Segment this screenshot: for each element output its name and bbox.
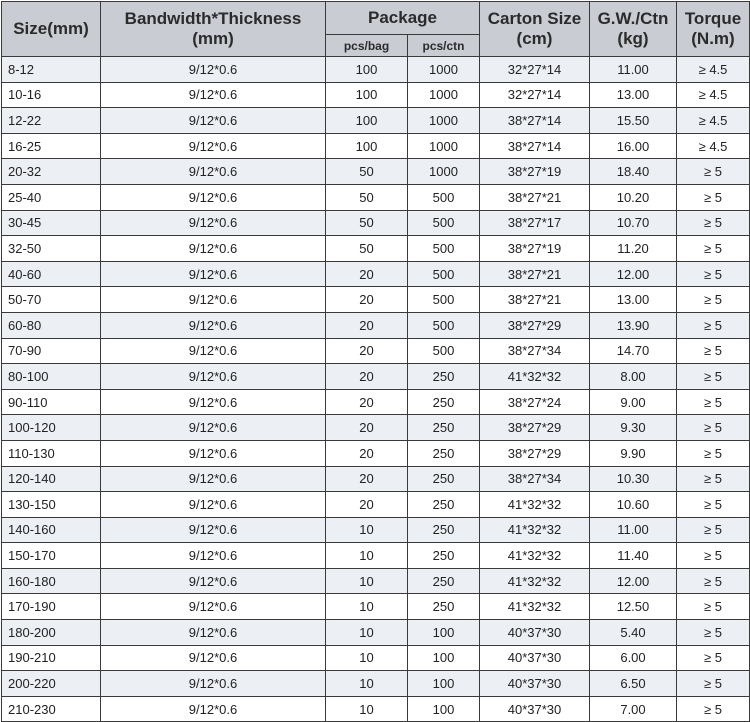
cell-bandwidth: 9/12*0.6 bbox=[101, 364, 326, 390]
cell-carton-size: 32*27*14 bbox=[480, 82, 590, 108]
cell-pcs-ctn: 100 bbox=[408, 620, 480, 646]
cell-size: 110-130 bbox=[2, 440, 101, 466]
cell-torque: ≥ 5 bbox=[677, 415, 750, 441]
cell-pcs-ctn: 250 bbox=[408, 543, 480, 569]
cell-gross-weight: 16.00 bbox=[590, 133, 677, 159]
cell-carton-size: 38*27*14 bbox=[480, 108, 590, 134]
cell-size: 100-120 bbox=[2, 415, 101, 441]
cell-pcs-ctn: 500 bbox=[408, 261, 480, 287]
cell-torque: ≥ 5 bbox=[677, 159, 750, 185]
header-pcs-bag: pcs/bag bbox=[326, 35, 408, 57]
header-pcs-ctn: pcs/ctn bbox=[408, 35, 480, 57]
table-row bbox=[2, 159, 750, 185]
cell-gross-weight: 11.40 bbox=[590, 543, 677, 569]
cell-torque: ≥ 5 bbox=[677, 568, 750, 594]
cell-bandwidth: 9/12*0.6 bbox=[101, 517, 326, 543]
cell-pcs-bag: 20 bbox=[326, 492, 408, 518]
cell-carton-size: 38*27*21 bbox=[480, 261, 590, 287]
cell-bandwidth: 9/12*0.6 bbox=[101, 645, 326, 671]
cell-gross-weight: 9.90 bbox=[590, 440, 677, 466]
cell-torque: ≥ 5 bbox=[677, 517, 750, 543]
table-row bbox=[2, 696, 750, 722]
cell-gross-weight: 13.90 bbox=[590, 312, 677, 338]
cell-pcs-bag: 100 bbox=[326, 108, 408, 134]
cell-torque: ≥ 5 bbox=[677, 645, 750, 671]
cell-gross-weight: 11.00 bbox=[590, 57, 677, 83]
table-row bbox=[2, 184, 750, 210]
header-carton-size bbox=[480, 2, 590, 57]
cell-pcs-ctn: 250 bbox=[408, 415, 480, 441]
header-carton-line2: (cm) bbox=[516, 29, 553, 48]
cell-torque: ≥ 5 bbox=[677, 389, 750, 415]
cell-pcs-ctn: 250 bbox=[408, 440, 480, 466]
cell-bandwidth: 9/12*0.6 bbox=[101, 57, 326, 83]
cell-pcs-ctn: 1000 bbox=[408, 133, 480, 159]
cell-size: 40-60 bbox=[2, 261, 101, 287]
cell-bandwidth: 9/12*0.6 bbox=[101, 594, 326, 620]
cell-carton-size: 38*27*34 bbox=[480, 338, 590, 364]
cell-bandwidth: 9/12*0.6 bbox=[101, 543, 326, 569]
cell-torque: ≥ 5 bbox=[677, 364, 750, 390]
cell-bandwidth: 9/12*0.6 bbox=[101, 492, 326, 518]
cell-size: 190-210 bbox=[2, 645, 101, 671]
cell-carton-size: 40*37*30 bbox=[480, 696, 590, 722]
cell-carton-size: 40*37*30 bbox=[480, 620, 590, 646]
cell-torque: ≥ 5 bbox=[677, 671, 750, 697]
table-row bbox=[2, 57, 750, 83]
table-row bbox=[2, 466, 750, 492]
header-gross-weight bbox=[590, 2, 677, 57]
cell-torque: ≥ 4.5 bbox=[677, 108, 750, 134]
cell-pcs-bag: 10 bbox=[326, 696, 408, 722]
cell-pcs-ctn: 500 bbox=[408, 338, 480, 364]
table-body bbox=[2, 57, 750, 722]
cell-pcs-ctn: 250 bbox=[408, 492, 480, 518]
header-bandwidth-line1: Bandwidth*Thickness bbox=[124, 9, 302, 28]
cell-carton-size: 38*27*24 bbox=[480, 389, 590, 415]
cell-gross-weight: 10.70 bbox=[590, 210, 677, 236]
cell-carton-size: 38*27*21 bbox=[480, 287, 590, 313]
cell-gross-weight: 11.00 bbox=[590, 517, 677, 543]
table-row bbox=[2, 338, 750, 364]
table-row bbox=[2, 133, 750, 159]
cell-size: 70-90 bbox=[2, 338, 101, 364]
cell-pcs-bag: 20 bbox=[326, 466, 408, 492]
cell-pcs-ctn: 500 bbox=[408, 236, 480, 262]
cell-pcs-bag: 10 bbox=[326, 568, 408, 594]
cell-carton-size: 38*27*34 bbox=[480, 466, 590, 492]
cell-pcs-ctn: 100 bbox=[408, 645, 480, 671]
cell-gross-weight: 11.20 bbox=[590, 236, 677, 262]
cell-pcs-bag: 10 bbox=[326, 645, 408, 671]
cell-size: 8-12 bbox=[2, 57, 101, 83]
cell-torque: ≥ 5 bbox=[677, 236, 750, 262]
cell-carton-size: 38*27*19 bbox=[480, 159, 590, 185]
cell-bandwidth: 9/12*0.6 bbox=[101, 261, 326, 287]
header-bandwidth-line2: (mm) bbox=[192, 29, 234, 48]
cell-carton-size: 38*27*14 bbox=[480, 133, 590, 159]
table-header bbox=[2, 2, 750, 57]
cell-carton-size: 38*27*17 bbox=[480, 210, 590, 236]
cell-torque: ≥ 5 bbox=[677, 184, 750, 210]
table-row bbox=[2, 108, 750, 134]
cell-pcs-ctn: 500 bbox=[408, 312, 480, 338]
cell-carton-size: 41*32*32 bbox=[480, 492, 590, 518]
cell-carton-size: 38*27*29 bbox=[480, 312, 590, 338]
table-row bbox=[2, 620, 750, 646]
table-row bbox=[2, 415, 750, 441]
cell-gross-weight: 7.00 bbox=[590, 696, 677, 722]
table-row bbox=[2, 82, 750, 108]
cell-carton-size: 38*27*19 bbox=[480, 236, 590, 262]
cell-bandwidth: 9/12*0.6 bbox=[101, 415, 326, 441]
cell-pcs-ctn: 500 bbox=[408, 184, 480, 210]
cell-bandwidth: 9/12*0.6 bbox=[101, 466, 326, 492]
table-row bbox=[2, 389, 750, 415]
cell-bandwidth: 9/12*0.6 bbox=[101, 696, 326, 722]
cell-gross-weight: 10.30 bbox=[590, 466, 677, 492]
cell-carton-size: 41*32*32 bbox=[480, 364, 590, 390]
cell-pcs-ctn: 250 bbox=[408, 517, 480, 543]
header-torque-line2: (N.m) bbox=[691, 29, 735, 48]
cell-torque: ≥ 5 bbox=[677, 696, 750, 722]
cell-bandwidth: 9/12*0.6 bbox=[101, 159, 326, 185]
table-row bbox=[2, 568, 750, 594]
cell-size: 160-180 bbox=[2, 568, 101, 594]
header-package: Package bbox=[326, 2, 480, 35]
cell-carton-size: 41*32*32 bbox=[480, 517, 590, 543]
cell-bandwidth: 9/12*0.6 bbox=[101, 108, 326, 134]
cell-pcs-bag: 20 bbox=[326, 312, 408, 338]
cell-bandwidth: 9/12*0.6 bbox=[101, 312, 326, 338]
cell-pcs-bag: 20 bbox=[326, 261, 408, 287]
table-row bbox=[2, 236, 750, 262]
table-row bbox=[2, 492, 750, 518]
cell-gross-weight: 12.00 bbox=[590, 568, 677, 594]
cell-pcs-bag: 10 bbox=[326, 594, 408, 620]
cell-bandwidth: 9/12*0.6 bbox=[101, 184, 326, 210]
cell-pcs-bag: 20 bbox=[326, 440, 408, 466]
cell-pcs-ctn: 1000 bbox=[408, 108, 480, 134]
cell-pcs-ctn: 250 bbox=[408, 568, 480, 594]
cell-bandwidth: 9/12*0.6 bbox=[101, 671, 326, 697]
cell-pcs-bag: 50 bbox=[326, 210, 408, 236]
cell-torque: ≥ 5 bbox=[677, 338, 750, 364]
cell-pcs-ctn: 100 bbox=[408, 696, 480, 722]
cell-size: 12-22 bbox=[2, 108, 101, 134]
cell-size: 32-50 bbox=[2, 236, 101, 262]
cell-gross-weight: 6.00 bbox=[590, 645, 677, 671]
cell-size: 200-220 bbox=[2, 671, 101, 697]
cell-gross-weight: 10.20 bbox=[590, 184, 677, 210]
cell-carton-size: 38*27*29 bbox=[480, 440, 590, 466]
cell-pcs-ctn: 250 bbox=[408, 389, 480, 415]
cell-carton-size: 38*27*21 bbox=[480, 184, 590, 210]
cell-pcs-ctn: 250 bbox=[408, 466, 480, 492]
cell-torque: ≥ 5 bbox=[677, 261, 750, 287]
cell-torque: ≥ 5 bbox=[677, 466, 750, 492]
cell-pcs-bag: 50 bbox=[326, 236, 408, 262]
cell-size: 180-200 bbox=[2, 620, 101, 646]
header-torque-line1: Torque bbox=[684, 9, 742, 28]
cell-bandwidth: 9/12*0.6 bbox=[101, 82, 326, 108]
cell-bandwidth: 9/12*0.6 bbox=[101, 210, 326, 236]
cell-size: 170-190 bbox=[2, 594, 101, 620]
table-row bbox=[2, 261, 750, 287]
cell-pcs-bag: 50 bbox=[326, 159, 408, 185]
cell-size: 10-16 bbox=[2, 82, 101, 108]
cell-gross-weight: 14.70 bbox=[590, 338, 677, 364]
cell-pcs-ctn: 250 bbox=[408, 594, 480, 620]
cell-gross-weight: 9.30 bbox=[590, 415, 677, 441]
cell-pcs-bag: 100 bbox=[326, 133, 408, 159]
cell-torque: ≥ 5 bbox=[677, 492, 750, 518]
header-gw-line1: G.W./Ctn bbox=[597, 9, 669, 28]
cell-pcs-bag: 20 bbox=[326, 364, 408, 390]
cell-pcs-bag: 20 bbox=[326, 389, 408, 415]
header-torque bbox=[677, 2, 750, 57]
cell-gross-weight: 5.40 bbox=[590, 620, 677, 646]
cell-pcs-bag: 100 bbox=[326, 82, 408, 108]
cell-bandwidth: 9/12*0.6 bbox=[101, 236, 326, 262]
cell-pcs-ctn: 250 bbox=[408, 364, 480, 390]
table-row bbox=[2, 210, 750, 236]
cell-size: 90-110 bbox=[2, 389, 101, 415]
header-carton-line1: Carton Size bbox=[487, 9, 582, 28]
cell-pcs-bag: 50 bbox=[326, 184, 408, 210]
cell-torque: ≥ 5 bbox=[677, 312, 750, 338]
cell-torque: ≥ 5 bbox=[677, 440, 750, 466]
table-row bbox=[2, 364, 750, 390]
cell-size: 60-80 bbox=[2, 312, 101, 338]
table-row bbox=[2, 517, 750, 543]
cell-gross-weight: 8.00 bbox=[590, 364, 677, 390]
cell-gross-weight: 12.00 bbox=[590, 261, 677, 287]
cell-pcs-bag: 100 bbox=[326, 57, 408, 83]
table-row bbox=[2, 440, 750, 466]
cell-torque: ≥ 5 bbox=[677, 543, 750, 569]
cell-bandwidth: 9/12*0.6 bbox=[101, 287, 326, 313]
table-row bbox=[2, 287, 750, 313]
cell-size: 120-140 bbox=[2, 466, 101, 492]
cell-bandwidth: 9/12*0.6 bbox=[101, 389, 326, 415]
cell-carton-size: 38*27*29 bbox=[480, 415, 590, 441]
cell-size: 16-25 bbox=[2, 133, 101, 159]
cell-size: 150-170 bbox=[2, 543, 101, 569]
table-row bbox=[2, 594, 750, 620]
table-row bbox=[2, 671, 750, 697]
cell-size: 20-32 bbox=[2, 159, 101, 185]
cell-pcs-ctn: 1000 bbox=[408, 57, 480, 83]
cell-pcs-bag: 10 bbox=[326, 671, 408, 697]
table-row bbox=[2, 645, 750, 671]
cell-bandwidth: 9/12*0.6 bbox=[101, 568, 326, 594]
cell-pcs-ctn: 500 bbox=[408, 287, 480, 313]
cell-gross-weight: 10.60 bbox=[590, 492, 677, 518]
cell-pcs-bag: 20 bbox=[326, 338, 408, 364]
table-row bbox=[2, 543, 750, 569]
table-row bbox=[2, 312, 750, 338]
cell-torque: ≥ 5 bbox=[677, 287, 750, 313]
cell-size: 50-70 bbox=[2, 287, 101, 313]
cell-pcs-ctn: 1000 bbox=[408, 82, 480, 108]
cell-torque: ≥ 5 bbox=[677, 594, 750, 620]
cell-torque: ≥ 4.5 bbox=[677, 57, 750, 83]
cell-size: 130-150 bbox=[2, 492, 101, 518]
cell-size: 80-100 bbox=[2, 364, 101, 390]
cell-pcs-bag: 10 bbox=[326, 620, 408, 646]
cell-torque: ≥ 4.5 bbox=[677, 133, 750, 159]
cell-bandwidth: 9/12*0.6 bbox=[101, 620, 326, 646]
cell-carton-size: 41*32*32 bbox=[480, 543, 590, 569]
cell-size: 30-45 bbox=[2, 210, 101, 236]
cell-gross-weight: 6.50 bbox=[590, 671, 677, 697]
cell-pcs-bag: 20 bbox=[326, 415, 408, 441]
header-gw-line2: (kg) bbox=[617, 29, 649, 48]
header-bandwidth bbox=[101, 2, 326, 57]
cell-carton-size: 32*27*14 bbox=[480, 57, 590, 83]
cell-size: 210-230 bbox=[2, 696, 101, 722]
spec-table bbox=[1, 1, 750, 722]
cell-pcs-ctn: 500 bbox=[408, 210, 480, 236]
cell-bandwidth: 9/12*0.6 bbox=[101, 338, 326, 364]
cell-gross-weight: 13.00 bbox=[590, 82, 677, 108]
cell-gross-weight: 18.40 bbox=[590, 159, 677, 185]
cell-torque: ≥ 4.5 bbox=[677, 82, 750, 108]
cell-size: 140-160 bbox=[2, 517, 101, 543]
cell-pcs-bag: 10 bbox=[326, 543, 408, 569]
cell-pcs-ctn: 100 bbox=[408, 671, 480, 697]
cell-gross-weight: 13.00 bbox=[590, 287, 677, 313]
cell-carton-size: 40*37*30 bbox=[480, 671, 590, 697]
cell-gross-weight: 12.50 bbox=[590, 594, 677, 620]
header-size: Size(mm) bbox=[2, 2, 101, 57]
cell-gross-weight: 15.50 bbox=[590, 108, 677, 134]
cell-carton-size: 40*37*30 bbox=[480, 645, 590, 671]
cell-size: 25-40 bbox=[2, 184, 101, 210]
cell-carton-size: 41*32*32 bbox=[480, 568, 590, 594]
cell-pcs-ctn: 1000 bbox=[408, 159, 480, 185]
cell-torque: ≥ 5 bbox=[677, 210, 750, 236]
cell-pcs-bag: 20 bbox=[326, 287, 408, 313]
cell-carton-size: 41*32*32 bbox=[480, 594, 590, 620]
cell-pcs-bag: 10 bbox=[326, 517, 408, 543]
cell-bandwidth: 9/12*0.6 bbox=[101, 440, 326, 466]
cell-bandwidth: 9/12*0.6 bbox=[101, 133, 326, 159]
cell-torque: ≥ 5 bbox=[677, 620, 750, 646]
cell-gross-weight: 9.00 bbox=[590, 389, 677, 415]
